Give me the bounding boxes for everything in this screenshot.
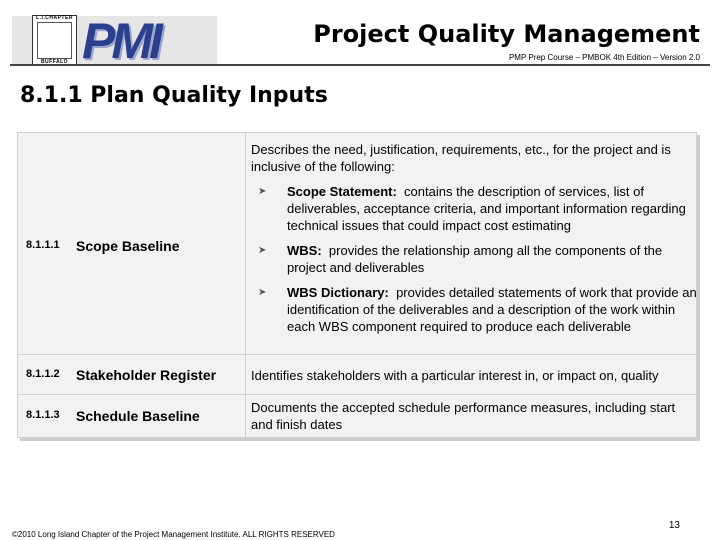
table-row [18,354,696,394]
page-number: 13 [668,520,680,531]
copyright-footer: ©2010 Long Island Chapter of the Project Management Institute. ALL RIGHTS RESERVED [12,530,335,539]
bullet-text: provides the relationship among all the components of the project and deliverables [287,243,663,275]
bullet-term: Scope Statement: [287,184,397,199]
pmi-logo-text: PMI [82,13,159,69]
table-row [18,394,696,437]
row-number: 8.1.1.3 [26,409,60,421]
row-name: Schedule Baseline [76,408,200,424]
table-row [18,133,696,354]
slide-subtitle: PMP Prep Course – PMBOK 4th Edition – Version 2.0 [508,53,700,62]
row-number: 8.1.1.2 [26,368,60,380]
arrow-bullet-icon: ➤ [258,287,267,298]
bullet-term: WBS Dictionary: [287,285,389,300]
arrow-bullet-icon: ➤ [258,245,267,256]
row-name: Scope Baseline [76,238,180,254]
row-name: Stakeholder Register [76,367,217,383]
section-heading: 8.1.1 Plan Quality Inputs [20,83,328,108]
bullet-text: contains the description of services, list of deliverables, acceptance criteria, and important information regarding technical issues that could impact cost estimating [287,184,686,233]
seal-top-text: L.I.CHAPTER [36,15,73,21]
bullet-term: WBS: [287,243,322,258]
inputs-table [17,132,697,438]
slide-title: Project Quality Management [313,20,700,48]
chapter-seal [32,15,77,66]
header-divider [10,64,710,66]
bullet-text: provides detailed statements of work that provide an identification of the deliverables and a description of the work within each WBS component required to produce each deliverable [287,285,697,334]
row-description: Documents the accepted schedule performance measures, including start and finish dates [251,400,676,432]
row-intro: Describes the need, justification, requirements, etc., for the project and is inclusive of the following: [251,142,671,174]
row-number: 8.1.1.1 [26,239,60,251]
seal-emblem [37,22,72,59]
arrow-bullet-icon: ➤ [258,186,267,197]
row-description: Identifies stakeholders with a particular interest in, or impact on, quality [251,368,659,383]
seal-bottom-text: BUFFALO [40,59,69,65]
pmi-logo [12,13,217,69]
